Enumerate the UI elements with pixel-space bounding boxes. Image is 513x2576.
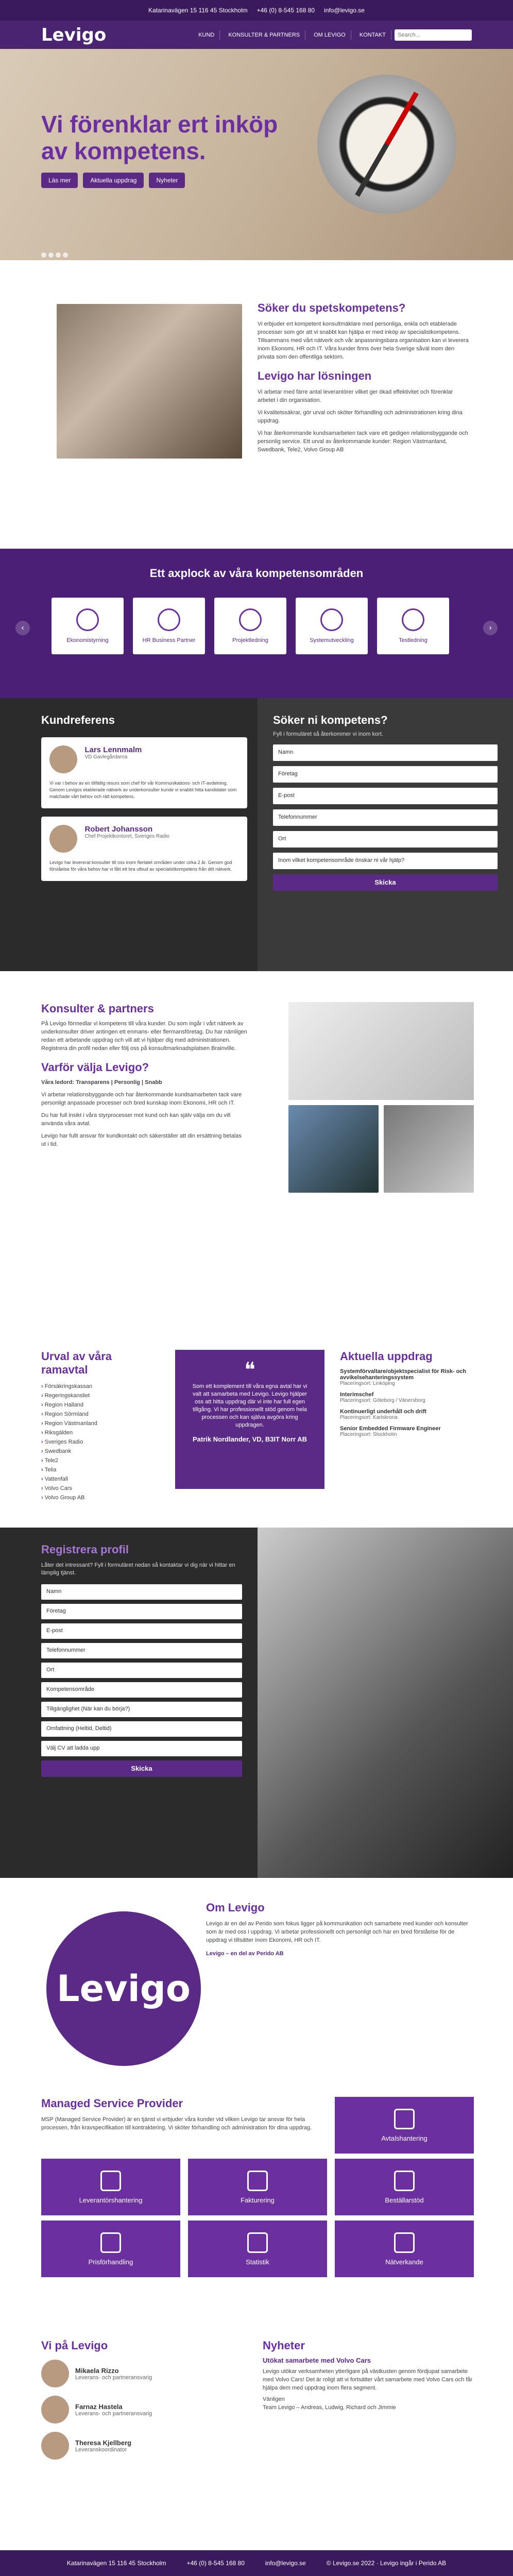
test-icon bbox=[402, 608, 424, 631]
references-title: Kundreferens bbox=[41, 714, 115, 726]
assignment-title: Systemförvaltare/objektspecialist för Risk- och avvikelsehanteringssystem bbox=[340, 1368, 467, 1381]
news-sign: Vänligen Team Levigo – Andreas, Ludwig, Richard och Jimmie bbox=[263, 2396, 396, 2411]
building-photo bbox=[288, 1105, 379, 1193]
intro-title: Söker du spetskompetens? bbox=[258, 301, 406, 314]
register-field[interactable]: Ort bbox=[41, 1663, 242, 1678]
news-headline[interactable]: Utökat samarbete med Volvo Cars bbox=[263, 2357, 371, 2364]
code-icon bbox=[320, 608, 343, 631]
reference-role: VD Gavlegårdarna bbox=[84, 754, 128, 760]
contract-icon bbox=[394, 2109, 415, 2129]
framework-item: › Telia bbox=[41, 1465, 160, 1475]
nav-kund[interactable]: KUND bbox=[193, 30, 220, 40]
assignment-title: Kontinuerligt underhåll och drift bbox=[340, 1409, 427, 1415]
email-field[interactable]: E-post bbox=[273, 788, 498, 804]
statistics-icon bbox=[247, 2232, 268, 2253]
email-link[interactable]: info@levigo.se bbox=[324, 7, 365, 14]
hero-banner bbox=[0, 49, 513, 260]
hero-title: Vi förenklar ert inköp av kompetens. bbox=[41, 111, 278, 164]
assignments-button[interactable]: Aktuella uppdrag bbox=[83, 173, 144, 188]
reference-name: Lars Lennmalm bbox=[84, 745, 142, 754]
quote-text: Som ett komplement till våra egna avtal har vi valt att samarbeta med Levigo. Levigo hjälper oss att hitta uppdrag där vi inte har full egen tillgång. Vi har professionellt stöd genom hela processen och kan själva avgöra kring uppdragen. bbox=[192, 1383, 307, 1428]
register-field[interactable]: E-post bbox=[41, 1623, 242, 1639]
team-member bbox=[41, 2432, 237, 2460]
values-text: Våra ledord: Transparens | Personlig | Snabb bbox=[41, 1079, 162, 1086]
area-card[interactable] bbox=[133, 598, 205, 654]
framework-item: › Försäkringskassan bbox=[41, 1382, 160, 1391]
area-label: Testledning bbox=[399, 637, 427, 643]
team-member bbox=[41, 2360, 237, 2387]
area-card[interactable] bbox=[214, 598, 286, 654]
msp-tile[interactable] bbox=[188, 2221, 327, 2277]
invoice-icon bbox=[247, 2171, 268, 2191]
assignment-place: Placeringsort: Karlskrona bbox=[340, 1415, 398, 1420]
reference-name: Robert Johansson bbox=[84, 825, 153, 834]
register-title: Registrera profil bbox=[41, 1543, 129, 1556]
city-field[interactable]: Ort bbox=[273, 831, 498, 848]
nav-konsulter[interactable]: KONSULTER & PARTNERS bbox=[223, 30, 305, 40]
reference-text: Vi var i behov av en tillfällig resurs som chef för vår Kommunikations- och IT-avdelning. Genom Levigos etablerade nätverk av underkonsulter kunde vi snabbt hitta kandidater som matchade vårt behov och rätt kompetens. bbox=[49, 781, 237, 799]
team-photo bbox=[57, 304, 242, 459]
register-field[interactable]: Namn bbox=[41, 1584, 242, 1600]
member-role: Leveranskoordinator bbox=[75, 2446, 127, 2453]
member-name: Farnaz Hastela bbox=[75, 2402, 123, 2411]
nav-kontakt[interactable]: KONTAKT bbox=[354, 30, 391, 40]
tile-label: Statistik bbox=[246, 2258, 269, 2266]
reference-role: Chef Projektkontoret, Sveriges Radio bbox=[84, 834, 169, 839]
framework-item: › Vattenfall bbox=[41, 1475, 160, 1484]
msp-section bbox=[0, 2097, 513, 2324]
member-role: Leverans- och partneransvarig bbox=[75, 2410, 152, 2417]
quote-author: Patrik Nordlander, VD, B3IT Norr AB bbox=[192, 1435, 307, 1443]
assignment-title: Interimschef bbox=[340, 1392, 374, 1398]
footer-phone[interactable]: +46 (0) 8-545 168 80 bbox=[186, 2560, 245, 2567]
name-field[interactable]: Namn bbox=[273, 744, 498, 761]
assignment-place: Placeringsort: Stockholm bbox=[340, 1432, 397, 1437]
msp-title: Managed Service Provider bbox=[41, 2097, 183, 2110]
team-news-section bbox=[0, 2339, 513, 2545]
register-subtitle: Låter det intressant? Fyll i formuläret nedan så kontaktar vi dig när vi hittar en lämplig tjänst. bbox=[41, 1562, 235, 1576]
msp-tile[interactable] bbox=[335, 2221, 474, 2277]
hr-icon bbox=[158, 608, 180, 631]
area-label: Projektledning bbox=[232, 637, 268, 643]
tile-label: Leverantörshantering bbox=[79, 2196, 143, 2204]
msp-tile[interactable] bbox=[41, 2221, 180, 2277]
reference-card bbox=[41, 737, 247, 808]
contact-subtitle: Fyll i formuläret så återkommer vi inom kort. bbox=[273, 731, 383, 737]
area-label: Systemutveckling bbox=[310, 637, 354, 643]
quote-box bbox=[175, 1350, 324, 1489]
assignment-item[interactable] bbox=[340, 1392, 474, 1403]
reference-text: Levigo har levererat konsulter till oss inom flertalet områden under cirka 2 år. Genom god förståelse för våra behov har vi fått ett bra utbud av specialistkompetens från ditt nätverk. bbox=[49, 860, 232, 872]
slider-dots[interactable] bbox=[41, 252, 68, 258]
framework-item: › Region Halland bbox=[41, 1400, 160, 1410]
phone-field[interactable]: Telefonnummer bbox=[273, 809, 498, 826]
price-icon bbox=[100, 2232, 121, 2253]
areas-title: Ett axplock av våra kompetensområden bbox=[149, 567, 364, 580]
avatar bbox=[49, 745, 77, 773]
reference-card bbox=[41, 817, 247, 881]
logo-text: Levigo bbox=[57, 1968, 191, 2010]
why-bullet: Vi arbetar relationsbyggande och har återkommande kundsamarbeten tack vare personligt anpassade processer och bred kunskap inom Ekonomi, HR och IT. bbox=[41, 1092, 242, 1106]
tile-label: Nätverkande bbox=[385, 2258, 423, 2266]
msp-tile[interactable] bbox=[335, 2159, 474, 2215]
member-role: Leverans- och partneransvarig bbox=[75, 2374, 152, 2381]
handshake-photo bbox=[288, 1002, 474, 1100]
register-field[interactable]: Välj CV att ladda upp bbox=[41, 1741, 242, 1756]
assignment-place: Placeringsort: Linköping bbox=[340, 1381, 395, 1386]
avatar bbox=[41, 2432, 69, 2460]
assignment-item[interactable] bbox=[340, 1426, 474, 1437]
framework-item: › Tele2 bbox=[41, 1456, 160, 1465]
search-input[interactable] bbox=[395, 29, 472, 41]
network-icon bbox=[394, 2232, 415, 2253]
compass-image bbox=[317, 75, 456, 214]
register-field[interactable]: Omfattning (Heltid, Deltid) bbox=[41, 1721, 242, 1737]
company-field[interactable]: Företag bbox=[273, 766, 498, 783]
watch-photo bbox=[384, 1105, 474, 1193]
area-card[interactable] bbox=[52, 598, 124, 654]
news-title: Nyheter bbox=[263, 2339, 305, 2352]
msp-tile[interactable] bbox=[41, 2159, 180, 2215]
quote-icon: ❝ bbox=[244, 1359, 255, 1381]
about-section bbox=[0, 1901, 513, 2097]
about-signature: Levigo – en del av Perido AB bbox=[206, 1951, 284, 1957]
frameworks-list bbox=[41, 1382, 160, 1502]
news-text: Levigo utökar verksamheten ytterligare på västkusten genom fördjupat samarbete med Volvo Cars! Det är roligt att vi fortsätter vårt samarbete med Volvo Cars och får hjälpa dem med uppdrag inom flera segment. bbox=[263, 2368, 473, 2391]
framework-item: › Swedbank bbox=[41, 1447, 160, 1456]
about-title: Om Levigo bbox=[206, 1901, 265, 1914]
avatar bbox=[41, 2360, 69, 2387]
framework-item: › Volvo Group AB bbox=[41, 1493, 160, 1502]
footer-address: Katarinavägen 15 116 45 Stockholm bbox=[66, 2560, 166, 2567]
next-arrow-icon[interactable]: › bbox=[483, 621, 498, 635]
register-field[interactable]: Företag bbox=[41, 1604, 242, 1619]
consultants-text: På Levigo förmedlar vi kompetens till våra kunder. Du som ingår i vårt nätverk av underkonsulter driver antingen ett enmans- eller flermansföretag. Du har nämligen redan ett arbetande uppdrag och vill att vi hjälper dig med administrationen. Registrera din profil nedan eller följ oss på konsultmarknadsplatsen Brainville. bbox=[41, 1021, 247, 1052]
project-icon bbox=[239, 608, 262, 631]
main-nav bbox=[193, 29, 472, 41]
main-header bbox=[0, 21, 513, 49]
references-section bbox=[0, 698, 513, 971]
avatar bbox=[49, 825, 77, 853]
contact-form bbox=[258, 698, 513, 971]
register-section bbox=[0, 1528, 513, 1878]
register-field[interactable]: Tillgänglighet (När kan du börja?) bbox=[41, 1702, 242, 1717]
intro-section bbox=[0, 281, 513, 497]
signing-photo bbox=[258, 1528, 513, 1878]
assignment-item[interactable] bbox=[340, 1368, 474, 1386]
team-title: Vi på Levigo bbox=[41, 2339, 108, 2352]
area-card[interactable] bbox=[296, 598, 368, 654]
assignment-place: Placeringsort: Göteborg / Vänersborg bbox=[340, 1398, 425, 1403]
assignment-item[interactable] bbox=[340, 1409, 474, 1420]
contact-title: Söker ni kompetens? bbox=[273, 714, 388, 726]
footer bbox=[0, 2550, 513, 2576]
area-card[interactable] bbox=[377, 598, 449, 654]
frameworks-section bbox=[0, 1350, 513, 1515]
framework-item: › Sveriges Radio bbox=[41, 1437, 160, 1447]
member-name: Mikaela Rizzo bbox=[75, 2366, 119, 2375]
register-field[interactable]: Telefonnummer bbox=[41, 1643, 242, 1658]
why-bullet: Levigo har fullt ansvar för kundkontakt och säkerställer att din ersättning betalas ut i tid. bbox=[41, 1133, 242, 1147]
avatar bbox=[41, 2396, 69, 2424]
levigo-logo[interactable]: Levigo bbox=[41, 24, 107, 45]
nav-om-levigo[interactable]: OM LEVIGO bbox=[309, 30, 351, 40]
solution-bullet: Vi kvalitetssäkrar, gör urval och sköter förhandling och administrationen kring dina uppdrag. bbox=[258, 410, 463, 424]
areas-band bbox=[0, 549, 513, 698]
member-name: Theresa Kjellberg bbox=[75, 2438, 132, 2447]
framework-item: › Region Västmanland bbox=[41, 1419, 160, 1428]
news-button[interactable]: Nyheter bbox=[149, 173, 185, 188]
address-text: Katarinavägen 15 116 45 Stockholm bbox=[148, 7, 248, 14]
read-more-button[interactable]: Läs mer bbox=[41, 173, 78, 188]
footer-email[interactable]: info@levigo.se bbox=[265, 2560, 306, 2567]
framework-item: › Region Sörmland bbox=[41, 1410, 160, 1419]
submit-button[interactable]: Skicka bbox=[273, 874, 498, 891]
msp-tile[interactable] bbox=[335, 2097, 474, 2154]
tile-label: Avtalshantering bbox=[381, 2134, 427, 2142]
register-field[interactable]: Kompetensområde bbox=[41, 1682, 242, 1698]
consultants-title: Konsulter & partners bbox=[41, 1002, 154, 1015]
tile-label: Prisförhandling bbox=[88, 2258, 133, 2266]
footer-copy: © Levigo.se 2022 · Levigo ingår i Perido AB bbox=[326, 2560, 447, 2567]
register-submit-button[interactable]: Skicka bbox=[41, 1760, 242, 1777]
framework-item: › Volvo Cars bbox=[41, 1484, 160, 1493]
solution-bullet: Vi arbetar med färre antal leverantörer vilket ger ökad effektivitet och förenklar arbetet i din organisation. bbox=[258, 389, 453, 403]
phone-link[interactable]: +46 (0) 8-545 168 80 bbox=[256, 7, 315, 14]
about-text: Levigo är en del av Perido som fokus ligger på kommunikation och samarbete med kunder och konsulter som är med oss i uppdrag. Vi arbetar professionellt och personligt och har en bred förståelse för de uppdrag vi tillsätter inom Ekonomi, HR och IT. bbox=[206, 1921, 468, 1943]
why-title: Varför välja Levigo? bbox=[41, 1061, 149, 1074]
area-label: Ekonomistyrning bbox=[66, 637, 109, 643]
intro-text: Vi erbjuder ert kompetent konsultmäklare med personliga, enkla och etablerade processer som gör att vi snabbt kan hjälpa er med inköp av specialistkompetens. Tillsammans med vårt nätverk och vår anpassningsbara organisation kan vi leverera inom Ekonomi, HR och IT. Våra kunder finns över hela Sverige såväl inom den privata som den offentliga sektorn. bbox=[258, 321, 469, 360]
consultants-section bbox=[0, 971, 513, 1301]
solution-bullet: Vi har återkommande kundsamarbeten tack vare ett gedigen relationsbyggande och personlig service. Ett urval av återkommande kunder: Region Västmanland, Swedbank, Tele2, Volvo Group AB bbox=[258, 430, 468, 453]
prev-arrow-icon[interactable]: ‹ bbox=[15, 621, 30, 635]
assignments-title: Aktuella uppdrag bbox=[340, 1350, 433, 1363]
assignment-title: Senior Embedded Firmware Engineer bbox=[340, 1426, 441, 1432]
top-contact-bar bbox=[0, 0, 513, 21]
tile-label: Beställarstöd bbox=[385, 2196, 424, 2204]
supplier-icon bbox=[100, 2171, 121, 2191]
levigo-circle-logo bbox=[46, 1911, 201, 2066]
frameworks-title: Urval av våra ramavtal bbox=[41, 1350, 112, 1376]
finance-icon bbox=[76, 608, 99, 631]
support-icon bbox=[394, 2171, 415, 2191]
msp-tile[interactable] bbox=[188, 2159, 327, 2215]
area-label: HR Business Partner bbox=[142, 637, 196, 643]
framework-item: › Regeringskansliet bbox=[41, 1391, 160, 1400]
team-member bbox=[41, 2396, 237, 2424]
tile-label: Fakturering bbox=[241, 2196, 275, 2204]
msp-text: MSP (Managed Service Provider) är en tjänst vi erbjuder våra kunder vid vilken Levigo tar ansvar för hela processen, från kravspecifikation till kontraktering. Vi sköter förhandling och administration för dina uppdrag. bbox=[41, 2116, 312, 2131]
area-field[interactable]: Inom vilket kompetensområde önskar ni vår hjälp? bbox=[273, 853, 498, 869]
why-bullet: Du har full insikt i våra styrprocesser mot kund och kan själv välja om du vill använda våra avtal. bbox=[41, 1112, 231, 1127]
solution-title: Levigo har lösningen bbox=[258, 369, 372, 382]
framework-item: › Riksgälden bbox=[41, 1428, 160, 1437]
